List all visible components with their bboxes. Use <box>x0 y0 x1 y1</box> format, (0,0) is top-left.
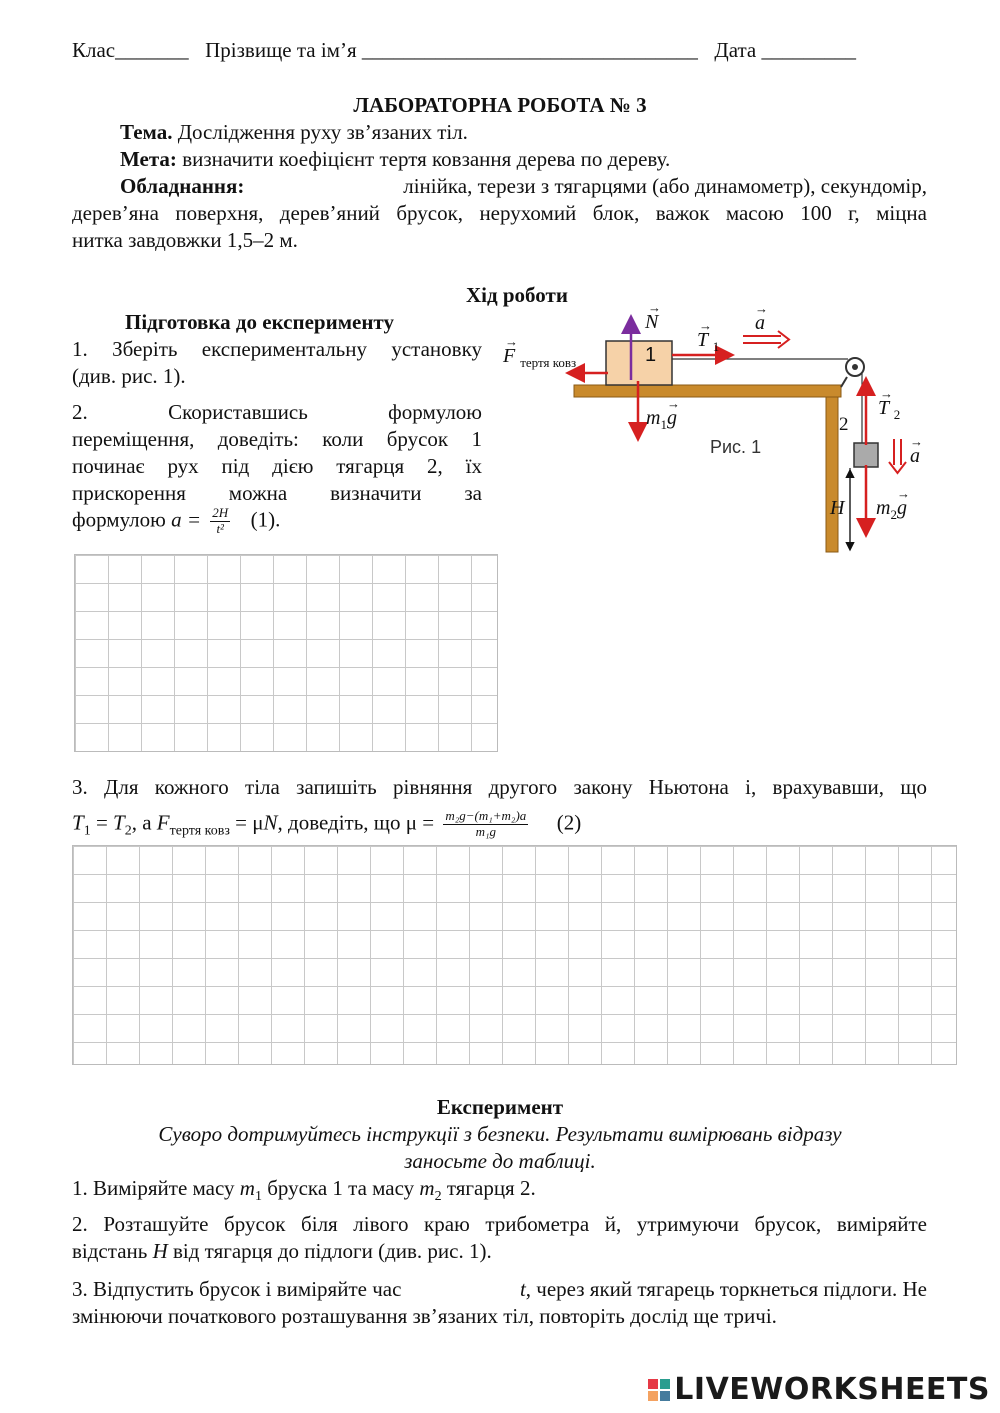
page-title: ЛАБОРАТОРНА РОБОТА № 3 <box>353 93 647 117</box>
label-N: → N <box>645 300 661 333</box>
goal-text: визначити коефіцієнт тертя ковзання дерева по дереву. <box>182 147 671 171</box>
prep-heading: Підготовка до експерименту <box>125 310 394 334</box>
label-T1: → T $_1$ <box>697 318 720 354</box>
step2-line-2: переміщення, доведіть: коли брусок 1 <box>72 427 482 451</box>
step2-line-3: починає рух під дією тягарця 2, їх <box>72 454 482 478</box>
step3-prove: , доведіть, що μ = <box>277 810 435 835</box>
equipment-line-2: дерев’яна поверхня, дерев’яний брусок, нерухомий блок, важок масою 100 г, міцна <box>72 201 927 225</box>
pulley-axle <box>852 364 858 370</box>
procedure-heading: Хід роботи <box>466 283 568 307</box>
label-friction-text: F <box>503 345 516 367</box>
label-block-1: 1 <box>645 344 657 366</box>
label-m2-sub: 2 <box>890 507 897 522</box>
table-top <box>574 385 841 397</box>
equipment-text-1: лінійка, терези з тягарцями (або динамометр), секундомір, <box>403 174 927 198</box>
exp-step1-c: тягарця 2. <box>446 1176 536 1200</box>
formula-lhs: a = <box>171 507 201 532</box>
step3-F: F <box>156 810 170 835</box>
step2-line-5 <box>72 506 280 537</box>
step3-eq2: = μ <box>235 810 264 835</box>
exp-step1-m1-sub: 1 <box>254 1189 262 1205</box>
formula-2-fraction <box>443 809 528 840</box>
experiment-heading: Експеримент <box>436 1095 564 1119</box>
exp-step1 <box>72 1176 536 1205</box>
figure-caption: Рис. 1 <box>710 437 762 457</box>
name-field[interactable]: Прізвище та ім’я ________________________________ <box>205 38 698 62</box>
logo-text: LIVEWORKSHEETS <box>674 1372 990 1407</box>
exp-step2-b: від тягарця до підлоги (див. рис. 1). <box>173 1239 492 1263</box>
block-1 <box>606 341 672 385</box>
label-T1-sub: 1 <box>712 339 720 354</box>
goal-line <box>120 147 670 172</box>
label-N-text: N <box>645 311 659 333</box>
safety-line-2: заносьте до таблиці. <box>404 1149 596 1173</box>
formula-1-denominator: t² <box>216 520 224 536</box>
safety-line-1: Суворо дотримуйтесь інструкції з безпеки. Результати вимірювань відразу <box>158 1122 842 1146</box>
label-friction: → F $_{тертя ковз}$ <box>503 334 577 370</box>
exp-step3-b: , через який тягарець торкнеться підлоги. Не <box>525 1277 927 1301</box>
exp-step2-line-2 <box>72 1239 492 1264</box>
label-T2-text: T <box>878 397 889 419</box>
step2-line-4: прискорення можна визначити за <box>72 481 482 505</box>
exp-step3-line-2: змінюючи початкового розташування зв’язаних тіл, повторіть дослід ще тричі. <box>72 1304 777 1328</box>
step3-line-2 <box>72 809 581 840</box>
block-2 <box>854 443 878 467</box>
exp-step2-line-1: 2. Розташуйте брусок біля лівого краю трибометра й, утримуючи брусок, виміряйте <box>72 1212 927 1236</box>
formula-2-denominator: m₁g <box>475 823 497 839</box>
label-g2-text: g <box>896 497 907 519</box>
exp-step1-m2: m <box>419 1176 435 1200</box>
step1-line-1: 1. Зберіть експериментальну установку <box>72 337 482 361</box>
exp-step1-m1: m <box>239 1176 255 1200</box>
exp-step2-H: H <box>152 1239 168 1263</box>
step3-N: N <box>263 810 278 835</box>
exp-step2-a: відстань <box>72 1239 148 1263</box>
exp-step1-m2-sub: 2 <box>434 1189 442 1205</box>
label-g1-text: g <box>666 407 677 429</box>
accel-side-arrow-head <box>889 462 906 473</box>
formula-2-numerator: m₂g−(m₁+m₂)a <box>445 808 527 823</box>
liveworksheets-logo[interactable] <box>648 1372 990 1407</box>
equipment-label: Обладнання: <box>120 174 245 198</box>
step3-T2: T <box>113 810 125 835</box>
step3-F-sub: тертя ковз <box>169 823 230 839</box>
step2-formula-prefix: формулою <box>72 507 166 532</box>
label-block-2: 2 <box>839 414 849 435</box>
exp-step3-line-1 <box>72 1277 927 1302</box>
step3-T1: T <box>72 810 84 835</box>
label-m1-sub: 1 <box>660 417 667 432</box>
pulley-mount <box>841 377 847 387</box>
label-T2: → T $_2$ <box>878 386 901 422</box>
formula-1-tag: (1). <box>250 507 281 532</box>
accel-top-arrow <box>743 336 781 343</box>
formula-2-tag: (2) <box>556 810 582 835</box>
accel-side-arrow <box>894 439 901 465</box>
step3-line-1: 3. Для кожного тіла запишіть рівняння другого закону Ньютона і, врахувавши, що <box>72 775 927 799</box>
step3-T1-sub: 1 <box>83 823 91 839</box>
goal-label: Мета: <box>120 147 177 171</box>
label-a-top-text: a <box>755 312 765 334</box>
equipment-line-1 <box>120 174 927 199</box>
answer-grid-2[interactable] <box>72 845 957 1065</box>
topic-text: Дослідження руху зв’язаних тіл. <box>177 120 468 144</box>
exp-step1-a: 1. Виміряйте масу <box>72 1176 235 1200</box>
exp-step3-t: t <box>519 1277 526 1301</box>
class-field[interactable]: Клас_______ <box>72 38 189 62</box>
label-a-side-text: a <box>910 445 920 467</box>
liveworksheets-icon <box>648 1379 670 1401</box>
equipment-line-3: нитка завдовжки 1,5–2 м. <box>72 228 298 252</box>
exp-step1-b: бруска 1 та масу <box>267 1176 415 1200</box>
label-m1-text: m <box>646 407 661 429</box>
label-m2g: $m_2$ → g <box>876 486 910 522</box>
step3-eq: = <box>95 810 108 835</box>
formula-1-fraction <box>210 506 230 537</box>
step1-line-2: (див. рис. 1). <box>72 364 186 388</box>
label-friction-sub: тертя ковз <box>520 355 577 370</box>
answer-grid-1[interactable] <box>74 554 498 752</box>
date-field[interactable]: Дата _________ <box>714 38 856 62</box>
label-T2-sub: 2 <box>893 407 901 422</box>
label-a-top: → a <box>755 301 768 334</box>
step3-T2-sub: 2 <box>124 823 132 839</box>
table-leg <box>826 397 838 552</box>
step3-comma-a: , а <box>131 810 152 835</box>
label-a-side: → a <box>910 434 923 467</box>
label-H: H <box>830 497 845 519</box>
formula-1-numerator: 2H <box>212 505 229 520</box>
label-T1-text: T <box>697 329 708 351</box>
accel-top-arrow-head <box>778 331 789 348</box>
exp-step3-a: 3. Відпустить брусок і виміряйте час <box>72 1277 402 1301</box>
label-m2-text: m <box>876 497 891 519</box>
label-m1g: $m_1$ → g <box>646 396 680 432</box>
topic-label: Тема. <box>120 120 173 144</box>
step2-line-1: 2. Скориставшись формулою <box>72 400 482 424</box>
topic-line <box>120 120 468 145</box>
header-line <box>72 38 856 63</box>
